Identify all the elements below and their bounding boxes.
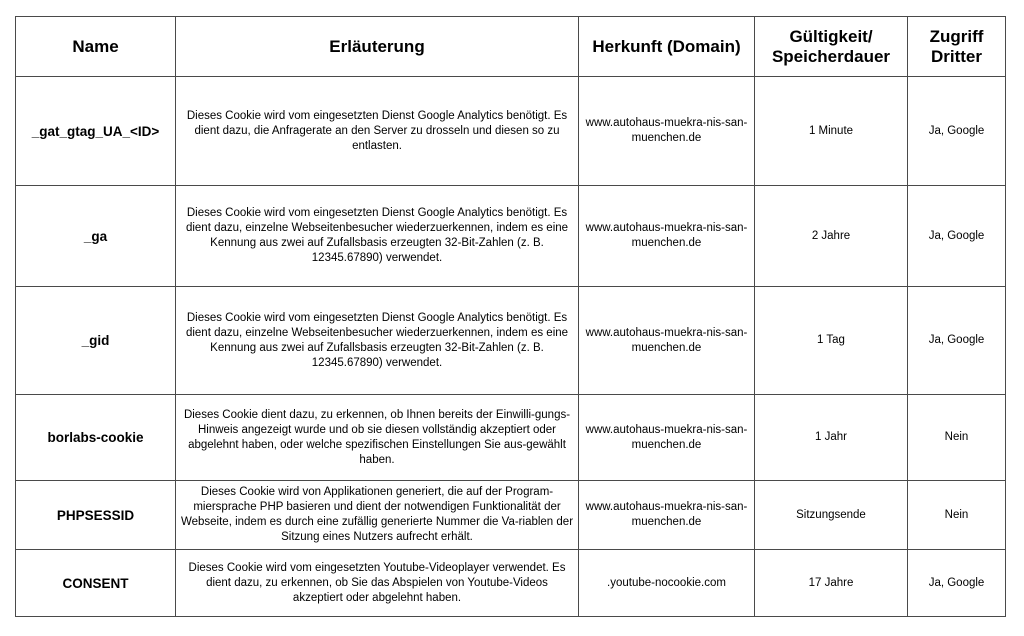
table-row [16, 77, 1006, 186]
header-validity [755, 17, 908, 77]
table-header [16, 17, 1006, 77]
cookie-description: Dieses Cookie wird vom eingesetzten Youtube-Videoplayer verwendet. Es dient dazu, zu erkennen, ob Sie das Abspielen von Youtube-Videos akzeptiert oder abgelehnt haben. [176, 550, 579, 617]
cookie-name: _ga [16, 186, 176, 287]
cookie-domain: .youtube-nocookie.com [579, 550, 755, 617]
table-row [16, 186, 1006, 287]
header-third-party-line2: Dritter [930, 46, 982, 66]
header-third-party [908, 17, 1006, 77]
header-name: Name [16, 17, 176, 77]
table-row [16, 481, 1006, 550]
table-body [16, 77, 1006, 617]
cookie-third-party: Ja, Google [908, 77, 1006, 186]
cookie-validity: 2 Jahre [755, 186, 908, 287]
cookie-name: PHPSESSID [16, 481, 176, 550]
cookie-description: Dieses Cookie wird vom eingesetzten Dienst Google Analytics benötigt. Es dient dazu, einzelne Webseitenbesucher wiederzuerkennen, indem es eine Kennung aus zwei auf Zufallsbasis erzeugten 32-Bit-Zahlen (z. B. 12345.67890) verwendet. [176, 186, 579, 287]
header-third-party-line1: Zugriff [929, 26, 984, 46]
cookie-domain: www.autohaus-muekra-nis-san-muenchen.de [579, 395, 755, 481]
header-row [16, 17, 1006, 77]
cookie-validity: 1 Jahr [755, 395, 908, 481]
cookie-name: _gat_gtag_UA_<ID> [16, 77, 176, 186]
cookie-table [15, 16, 1006, 617]
table-row [16, 395, 1006, 481]
cookie-name: borlabs-cookie [16, 395, 176, 481]
header-domain: Herkunft (Domain) [579, 17, 755, 77]
table-row [16, 550, 1006, 617]
cookie-domain: www.autohaus-muekra-nis-san-muenchen.de [579, 481, 755, 550]
table-row [16, 287, 1006, 395]
cookie-description: Dieses Cookie wird vom eingesetzten Dienst Google Analytics benötigt. Es dient dazu, die Anfragerate an den Server zu drosseln und diesen so zu entlasten. [176, 77, 579, 186]
cookie-description: Dieses Cookie wird von Applikationen generiert, die auf der Program-miersprache PHP basieren und dient der notwendigen Funktionalität der Webseite, indem es durch eine zufällig generierte Nummer die Va-riablen der Sitzung eines Nutzers aufrecht erhält. [176, 481, 579, 550]
cookie-third-party: Nein [908, 481, 1006, 550]
cookie-validity: Sitzungsende [755, 481, 908, 550]
cookie-third-party: Nein [908, 395, 1006, 481]
cookie-validity: 1 Minute [755, 77, 908, 186]
cookie-name: CONSENT [16, 550, 176, 617]
header-validity-line2: Speicherdauer [771, 46, 891, 66]
cookie-validity: 17 Jahre [755, 550, 908, 617]
cookie-description: Dieses Cookie wird vom eingesetzten Dienst Google Analytics benötigt. Es dient dazu, einzelne Webseitenbesucher wiederzuerkennen, indem es eine Kennung aus zwei auf Zufallsbasis erzeugten 32-Bit-Zahlen (z. B. 12345.67890) verwendet. [176, 287, 579, 395]
cookie-third-party: Ja, Google [908, 186, 1006, 287]
cookie-name: _gid [16, 287, 176, 395]
cookie-third-party: Ja, Google [908, 550, 1006, 617]
cookie-domain: www.autohaus-muekra-nis-san-muenchen.de [579, 287, 755, 395]
cookie-description: Dieses Cookie dient dazu, zu erkennen, ob Ihnen bereits der Einwilli-gungs-Hinweis angezeigt wurde und ob sie diesen vollständig akzeptiert oder abgelehnt haben, oder welche spezifischen Einstellungen Sie aus-gewählt haben. [176, 395, 579, 481]
header-description: Erläuterung [176, 17, 579, 77]
cookie-domain: www.autohaus-muekra-nis-san-muenchen.de [579, 186, 755, 287]
header-validity-line1: Gültigkeit/ [789, 26, 873, 46]
cookie-third-party: Ja, Google [908, 287, 1006, 395]
cookie-validity: 1 Tag [755, 287, 908, 395]
cookie-domain: www.autohaus-muekra-nis-san-muenchen.de [579, 77, 755, 186]
